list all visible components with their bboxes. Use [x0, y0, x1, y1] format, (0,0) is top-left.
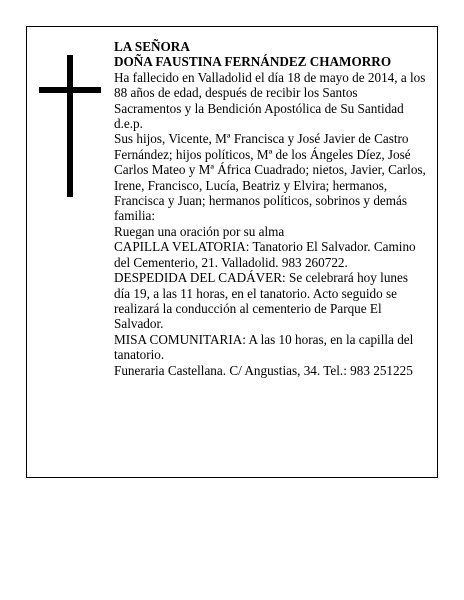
funeral-home: Funeraria Castellana. C/ Angustias, 34. Tel.: 983 251225 — [114, 362, 413, 378]
mass-text: A las 10 horas, en la capilla del tanatorio. — [114, 331, 414, 363]
mass-label: MISA COMUNITARIA: — [114, 331, 246, 347]
mass-info — [114, 332, 426, 363]
chapel-info — [114, 239, 426, 270]
chapel-text: Tanatorio El Salvador. Camino del Cementerio, 21. Valladolid. 983 260722. — [114, 239, 416, 270]
deceased-name: DOÑA FAUSTINA FERNÁNDEZ CHAMORRO — [114, 54, 392, 70]
obituary-text — [114, 39, 426, 378]
farewell-text: Se celebrará hoy lunes día 19, a las 11 horas, en el tanatorio. Acto seguido se realizará la conducción al cementerio de Parque El Salvador. — [114, 270, 408, 332]
death-announcement: Ha fallecido en Valladolid el día 18 de mayo de 2014, a los 88 años de edad, después de recibir los Santos Sacramentos y la Bendición Apostólica de Su Santidad d.e.p. — [114, 69, 426, 132]
farewell-info — [114, 270, 426, 332]
obituary-notice — [26, 26, 438, 478]
chapel-label: CAPILLA VELATORIA: — [114, 239, 250, 255]
farewell-label: DESPEDIDA DEL CADÁVER: — [114, 270, 286, 286]
cross-vertical-bar — [67, 55, 73, 197]
title-line: LA SEÑORA — [114, 39, 190, 54]
family-list: Sus hijos, Vicente, Mª Francisca y José Javier de Castro Fernández; hijos políticos, Mª de los Ángeles Díez, José Carlos Mateo y Mª África Cuadrado; nietos, Javier, Carlos, Irene, Francisco, Lucía, Beatriz y Elvira; hermanos, Francisca y Juan; hermanos políticos, sobrinos y demás familia: — [114, 131, 426, 224]
cross-horizontal-bar — [39, 87, 101, 93]
prayer-request: Ruegan una oración por su alma — [114, 223, 285, 239]
